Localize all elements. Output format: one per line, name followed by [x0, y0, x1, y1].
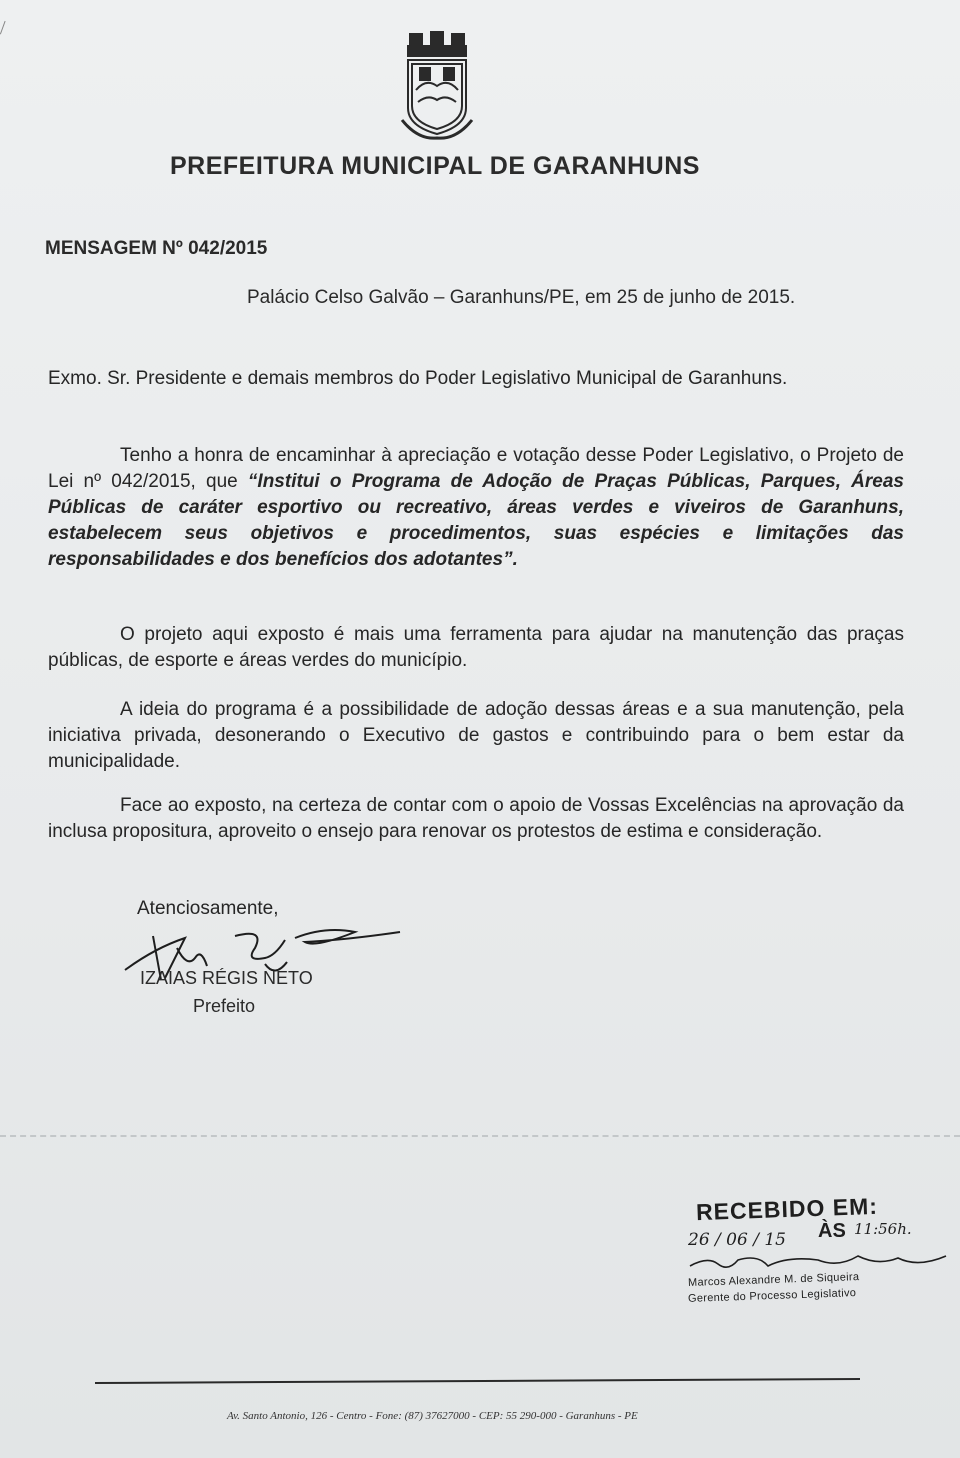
paper-fold-line [0, 1135, 960, 1137]
stamp-hour-suffix: h. [897, 1220, 912, 1238]
stamp-time-value: 11:56 [854, 1220, 898, 1238]
institution-header: PREFEITURA MUNICIPAL DE GARANHUNS [170, 152, 700, 180]
received-stamp [687, 1192, 948, 1306]
dateline: Palácio Celso Galvão – Garanhuns/PE, em 25 de junho de 2015. [247, 287, 796, 308]
footer-address: Av. Santo Antonio, 126 - Centro - Fone: (87) 37627000 - CEP: 55 290-000 - Garanhuns - PE [227, 1410, 638, 1422]
closing-salutation: Atenciosamente, [137, 898, 279, 919]
bill-title-quote: “Institui o Programa de Adoção de Praças Públicas, Parques, Áreas Públicas de caráter esportivo ou recreativo, áreas verdes e viveiros de Garanhuns, estabelecem seus objetivos e procedimentos, suas espécies e limitações das responsabilidades e dos benefícios dos adotantes”. [48, 471, 905, 570]
signer-name: IZAIAS RÉGIS NETO [140, 968, 313, 988]
stamp-title: RECEBIDO EM: [695, 1192, 879, 1226]
footer-rule [95, 1378, 860, 1384]
paragraph-bill-presentation [48, 443, 904, 573]
stamp-as-label: ÀS [818, 1220, 846, 1242]
page-edge-mark [0, 21, 13, 37]
stamp-time [854, 1220, 912, 1238]
paragraph-bill-intro: Tenho a honra de encaminhar à apreciação e votação desse Poder Legislativo, o Projeto de Lei nº 042/2015, que [48, 445, 904, 492]
message-number: MENSAGEM Nº 042/2015 [45, 238, 268, 259]
salutation: Exmo. Sr. Presidente e demais membros do Poder Legislativo Municipal de Garanhuns. [48, 368, 788, 389]
signer-title: Prefeito [193, 996, 256, 1016]
paragraph-program-idea: A ideia do programa é a possibilidade de adoção dessas áreas e a sua manutenção, pela iniciativa privada, desonerando o Executivo de gastos e contribuindo para o bem estar da municipalidade. [48, 699, 904, 772]
coat-of-arms-icon [398, 30, 476, 148]
clerk-name: Marcos Alexandre M. de Siqueira [687, 1271, 860, 1289]
clerk-role: Gerente do Processo Legislativo [687, 1287, 857, 1305]
paragraph-project-purpose: O projeto aqui exposto é mais uma ferramenta para ajudar na manutenção das praças públicas, de esporte e áreas verdes do município. [48, 624, 904, 671]
paragraph-closing-request: Face ao exposto, na certeza de contar com o apoio de Vossas Excelências na aprovação da inclusa propositura, aproveito o ensejo para renovar os protestos de estima e consideração. [48, 795, 904, 842]
stamp-date: 26 / 06 / 15 [688, 1230, 786, 1250]
